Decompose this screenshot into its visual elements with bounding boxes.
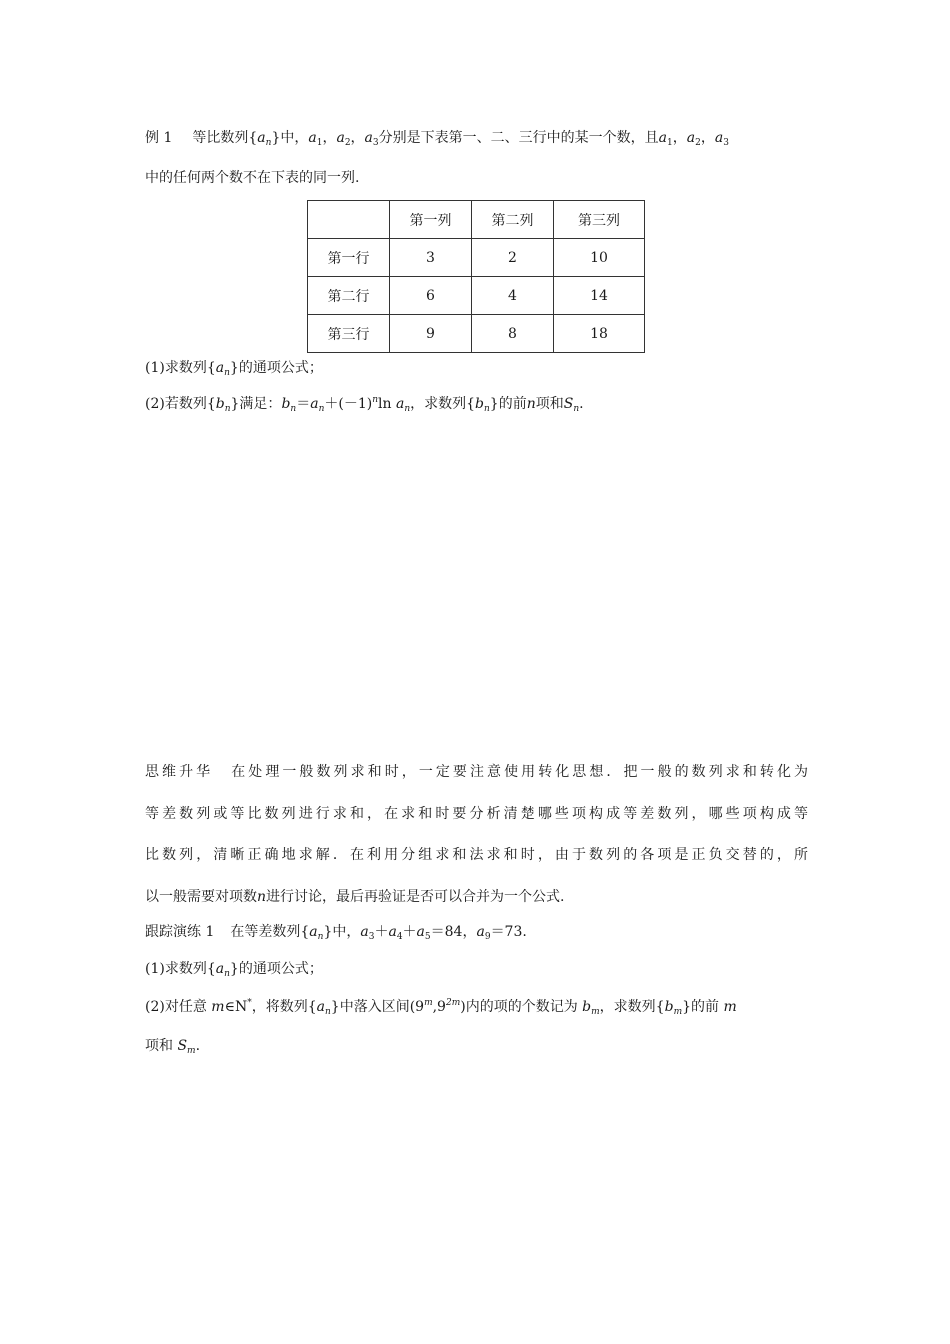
table-header-row xyxy=(308,201,645,239)
practice-question-2: (2)对任意 m∈N*，将数列$\{a_n\}$中落入区间$(9^m,9^{2m})$内的项的个数记为 $b_m$，求数列$\{b_m\}$的前 m xyxy=(145,998,737,1017)
table-cell: 第三行 xyxy=(308,315,390,353)
table-header: 第一列 xyxy=(390,201,472,239)
table-cell: 4 xyxy=(472,277,554,315)
table-cell: 2 xyxy=(472,239,554,277)
summary-line-4: 以一般需要对项数n进行讨论，最后再验证是否可以合并为一个公式. xyxy=(145,889,565,905)
example-line-1: 例 1 等比数列$\{a_n\}$中，$a_1$，$a_2$，$a_3$分别是下表第一、二、三行中的某一个数，且$a_1$，$a_2$，$a_3$ xyxy=(145,130,729,148)
practice-line: 跟踪演练 1 在等差数列$\{a_n\}$中，$a_3+a_4+a_5=84$，$a_9=73$. xyxy=(145,924,527,942)
table-cell: 6 xyxy=(390,277,472,315)
data-table xyxy=(307,200,645,353)
example-label: 例 1 xyxy=(145,130,173,146)
table-cell: 8 xyxy=(472,315,554,353)
summary-label: 思维升华 xyxy=(145,764,214,780)
summary-line-2: 等差数列或等比数列进行求和，在求和时要分析清楚哪些项构成等差数列，哪些项构成等 xyxy=(145,806,808,822)
table-cell: 10 xyxy=(554,239,645,277)
question-1: (1)求数列$\{a_n\}$的通项公式； xyxy=(145,360,323,378)
table-row xyxy=(308,315,645,353)
table-cell: 第二行 xyxy=(308,277,390,315)
example-line-2: 中的任何两个数不在下表的同一列. xyxy=(145,170,360,186)
table-cell: 3 xyxy=(390,239,472,277)
table-header: 第二列 xyxy=(472,201,554,239)
practice-label: 跟踪演练 1 xyxy=(145,924,215,940)
table-cell: 第一行 xyxy=(308,239,390,277)
summary-line-3: 比数列，清晰正确地求解．在利用分组求和法求和时，由于数列的各项是正负交替的，所 xyxy=(145,847,808,863)
question-2: (2)若数列$\{b_n\}$满足：$b_n=a_n+(-1)^n\ln$ $a_n$，求数列$\{b_n\}$的前n项和$S_n$. xyxy=(145,395,584,414)
practice-question-1: (1)求数列$\{a_n\}$的通项公式； xyxy=(145,961,323,979)
table-row xyxy=(308,239,645,277)
table-cell: 14 xyxy=(554,277,645,315)
table-cell: 18 xyxy=(554,315,645,353)
summary-line-1: 思维升华 在处理一般数列求和时，一定要注意使用转化思想．把一般的数列求和转化为 xyxy=(145,764,809,780)
table-cell xyxy=(308,201,390,239)
table-header: 第三列 xyxy=(554,201,645,239)
practice-question-2-cont: 项和 $S_m$. xyxy=(145,1038,201,1056)
table-row xyxy=(308,277,645,315)
table-cell: 9 xyxy=(390,315,472,353)
